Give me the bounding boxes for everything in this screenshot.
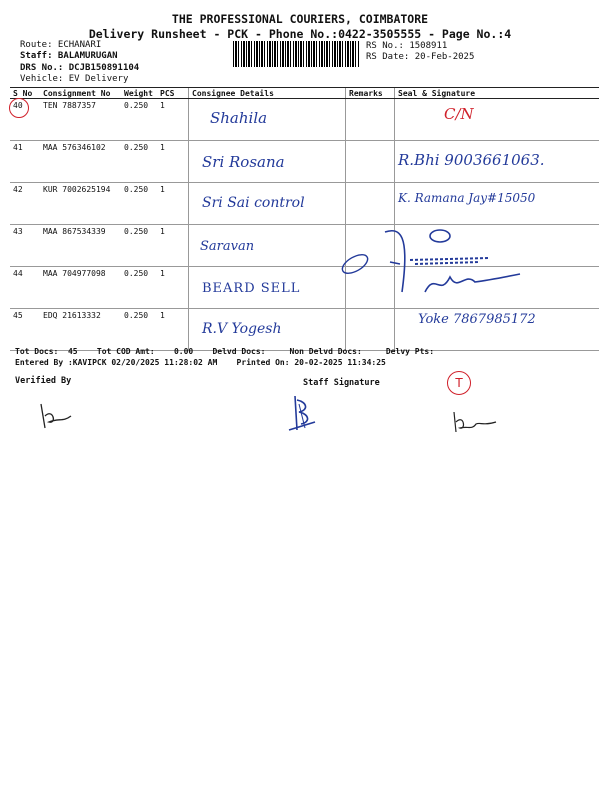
verified-by-label: Verified By (15, 376, 72, 386)
staff-label: Staff: BALAMURUGAN (20, 51, 118, 61)
row-pcs: 1 (157, 225, 189, 267)
row-remarks (346, 309, 395, 351)
row-remarks (346, 141, 395, 183)
header-weight: Weight (121, 88, 157, 99)
consignee-handwriting: Sri Rosana (202, 153, 285, 171)
right-signature (450, 408, 500, 438)
row-weight: 0.250 (121, 267, 157, 309)
document-subtitle: Delivery Runsheet - PCK - Phone No.:0422-3505555 - Page No.:4 (88, 27, 512, 41)
seal-handwriting: Yoke 7867985172 (418, 312, 536, 327)
red-circle-mark (9, 98, 29, 118)
table-row (10, 99, 599, 141)
row-consignment: EDQ 21613332 (40, 309, 121, 351)
table-row (10, 183, 599, 225)
document-title: THE PROFESSIONAL COURIERS, COIMBATORE (171, 12, 429, 26)
row-weight: 0.250 (121, 141, 157, 183)
row-sno: 42 (10, 183, 40, 225)
row-pcs: 1 (157, 183, 189, 225)
verified-by-signature (35, 398, 75, 438)
consignee-handwriting: Saravan (200, 239, 255, 254)
header-remarks: Remarks (346, 88, 395, 99)
summary-entered-printed: Entered By :KAVIPCK 02/20/2025 11:28:02 AM Printed On: 20-02-2025 11:34:25 (15, 358, 386, 367)
seal-handwriting: R.Bhi 9003661063. (398, 151, 545, 169)
header-sno: S No (10, 88, 40, 99)
row-consignment: MAA 704977098 (40, 267, 121, 309)
row-weight: 0.250 (121, 225, 157, 267)
row-consignment: KUR 7002625194 (40, 183, 121, 225)
row-pcs: 1 (157, 141, 189, 183)
header-seal: Seal & Signature (395, 88, 600, 99)
drs-label: DRS No.: DCJB150891104 (20, 63, 140, 73)
row-sno: 44 (10, 267, 40, 309)
consignee-handwriting: BEARD SELL (202, 281, 301, 296)
row-remarks (346, 183, 395, 225)
row-consignment: TEN 7887357 (40, 99, 121, 141)
row-weight: 0.250 (121, 183, 157, 225)
consignee-handwriting: Sri Sai control (202, 195, 305, 211)
row-sno: 45 (10, 309, 40, 351)
runsheet-table (10, 87, 599, 351)
row-consignment: MAA 867534339 (40, 225, 121, 267)
rs-date: RS Date: 20-Feb-2025 (366, 52, 475, 62)
row-weight: 0.250 (121, 99, 157, 141)
barcode (233, 41, 359, 67)
table-header-row (10, 88, 599, 99)
row-weight: 0.250 (121, 309, 157, 351)
staff-signature-label: Staff Signature (303, 378, 380, 388)
table-row (10, 141, 599, 183)
seal-handwriting: C/N (444, 105, 474, 123)
row-sno: 40 (10, 99, 40, 141)
header-consignee: Consignee Details (189, 88, 346, 99)
vehicle-label: Vehicle: EV Delivery (20, 74, 129, 84)
table-row (10, 309, 599, 351)
row-pcs: 1 (157, 309, 189, 351)
staff-signature (285, 392, 321, 434)
consignee-handwriting: R.V Yogesh (202, 321, 282, 337)
row-sno: 41 (10, 141, 40, 183)
header-consignment: Consignment No (40, 88, 121, 99)
handwritten-stamp-scribble (330, 222, 590, 302)
route-label: Route: ECHANARI (20, 40, 102, 50)
red-initial-mark: T (447, 371, 471, 395)
summary-totals: Tot Docs: 45 Tot COD Amt: 0.00 Delvd Docs: Non Delvd Docs: Delvy Pts: (15, 347, 435, 356)
rs-number: RS No.: 1508911 (366, 41, 448, 51)
row-pcs: 1 (157, 99, 189, 141)
seal-handwriting: K. Ramana Jay#15050 (398, 191, 536, 205)
row-pcs: 1 (157, 267, 189, 309)
row-remarks (346, 99, 395, 141)
header-pcs: PCS (157, 88, 189, 99)
row-consignment: MAA 576346102 (40, 141, 121, 183)
consignee-handwriting: Shahila (210, 109, 268, 127)
row-sno: 43 (10, 225, 40, 267)
